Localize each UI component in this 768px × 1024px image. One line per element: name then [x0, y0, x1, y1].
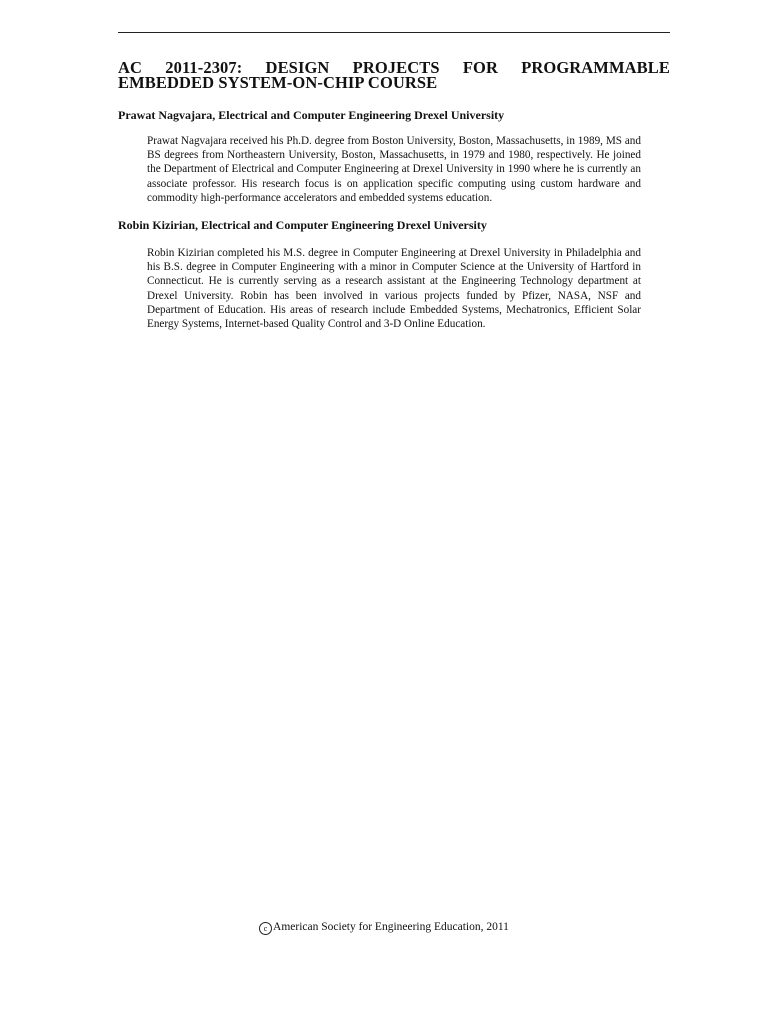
- author-bio-nagvajara: Prawat Nagvajara received his Ph.D. degree from Boston University, Boston, Massachusetts, in 1989, MS and BS degrees from Northeastern University, Boston, Massachusetts, in 1979 and 1980, respectively. He joined the Department of Electrical and Computer Engineering at Drexel University in 1990 where he is currently an associate professor. His research focus is on application specific computing using custom hardware and commodity high-performance accelerators and embedded systems education.: [147, 135, 641, 204]
- author-bio-kizirian: Robin Kizirian completed his M.S. degree in Computer Engineering at Drexel University in Philadelphia and his B.S. degree in Computer Engineering with a minor in Computer Science at the University of Hartford in Connecticut. He is currently serving as a research assistant at the Engineering Technology department at Drexel University. Robin has been involved in various projects funded by Pfizer, NASA, NSF and Department of Education. His areas of research include Embedded Systems, Mechatronics, Efficient Solar Energy Systems, Internet-based Quality Control and 3-D Online Education.: [147, 247, 641, 331]
- paper-title: AC 2011-2307: DESIGN PROJECTS FOR PROGRAMMABLE EMBEDDED SYSTEM-ON-CHIP COURSE: [118, 58, 670, 92]
- copyright-footer: [0, 920, 768, 935]
- author-heading-kizirian: Robin Kizirian, Electrical and Computer Engineering Drexel University: [118, 218, 487, 232]
- copyright-text: American Society for Engineering Education, 2011: [273, 921, 509, 933]
- top-rule: [118, 32, 670, 33]
- author-heading-nagvajara: Prawat Nagvajara, Electrical and Computer Engineering Drexel University: [118, 108, 505, 122]
- copyright-icon: c: [259, 922, 272, 935]
